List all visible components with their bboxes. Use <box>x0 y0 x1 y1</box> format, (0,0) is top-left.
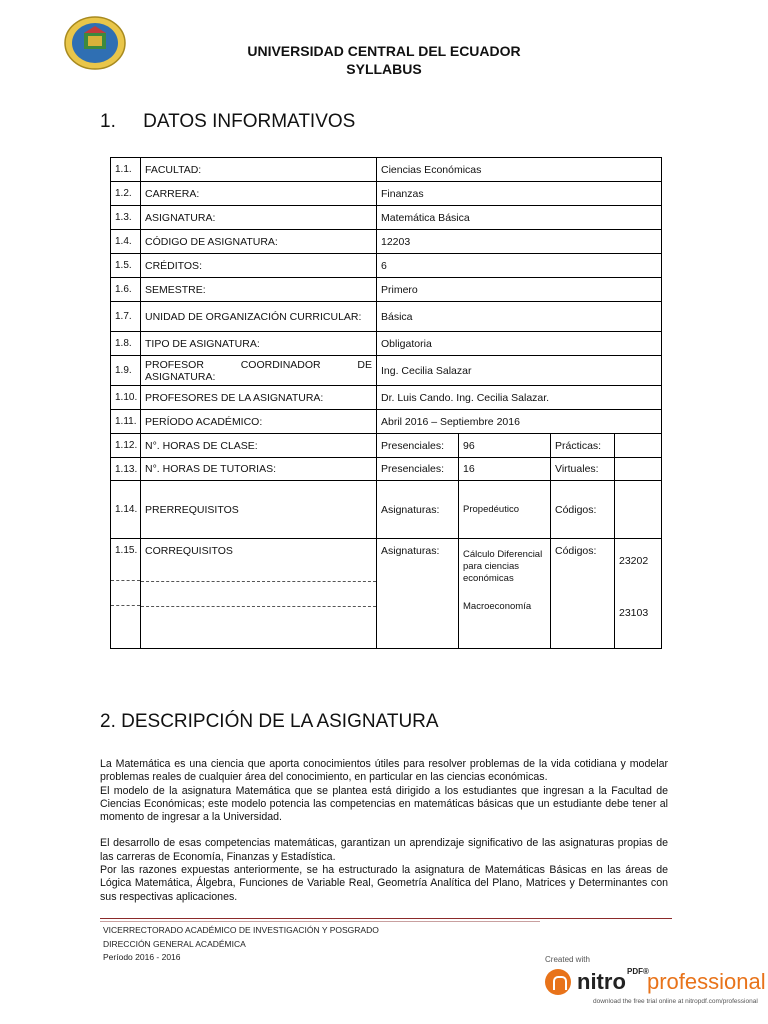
row-value: Dr. Luis Cando. Ing. Cecilia Salazar. <box>377 386 662 410</box>
document-type: SYLLABUS <box>346 61 422 77</box>
row-number: 1.5. <box>111 254 141 278</box>
hours-value <box>615 434 662 458</box>
hours-key: Virtuales: <box>551 458 615 481</box>
table-row <box>111 254 662 278</box>
prereq-subjects-key: Asignaturas: <box>377 481 459 539</box>
row-value: Ciencias Económicas <box>377 158 662 182</box>
nitro-logo-icon <box>545 969 571 995</box>
university-name: UNIVERSIDAD CENTRAL DEL ECUADOR <box>247 43 521 59</box>
footer-rule-secondary <box>100 921 540 922</box>
hours-key: Prácticas: <box>551 434 615 458</box>
table-row-prerequisites <box>111 481 662 539</box>
row-label: CARRERA: <box>141 182 377 206</box>
table-row <box>111 278 662 302</box>
table-row <box>111 410 662 434</box>
footer-rule <box>100 918 672 919</box>
watermark-created-with: Created with <box>545 955 590 964</box>
row-value: Abril 2016 – Septiembre 2016 <box>377 410 662 434</box>
row-label: CORREQUISITOS <box>145 545 233 557</box>
coreq-subjects-key: Asignaturas: <box>377 539 459 649</box>
row-value: 12203 <box>377 230 662 254</box>
divider <box>141 581 376 582</box>
row-number: 1.12. <box>111 434 141 458</box>
prereq-subject: Propedéutico <box>459 481 551 539</box>
row-number: 1.9. <box>111 356 141 386</box>
hours-value <box>615 458 662 481</box>
coreq-codes-key: Códigos: <box>551 539 615 649</box>
section-1-number: 1. <box>100 111 116 132</box>
row-label: PROFESOR COORDINADOR DE ASIGNATURA: <box>141 356 377 386</box>
row-number: 1.6. <box>111 278 141 302</box>
coreq-code: 23103 <box>619 607 649 619</box>
row-number: 1.8. <box>111 332 141 356</box>
table-row <box>111 206 662 230</box>
row-label: PRERREQUISITOS <box>141 481 377 539</box>
row-value: Obligatoria <box>377 332 662 356</box>
table-row <box>111 386 662 410</box>
coreq-subject: Cálculo Diferencial para ciencias económicas <box>463 549 543 584</box>
description-paragraph: Por las razones expuestas anteriormente, se ha estructurado la asignatura de Matemáticas Básicas en las áreas de Lógica Matemática, Álgebra, Funciones de Variable Real, Geometría Analítica del Plano, Matrices y Determinantes con sus respectivas aplicaciones. <box>100 864 668 903</box>
row-label: TIPO DE ASIGNATURA: <box>141 332 377 356</box>
row-number: 1.4. <box>111 230 141 254</box>
coreq-subject: Macroeconomía <box>463 601 532 612</box>
description-paragraph: El desarrollo de esas competencias matemáticas, garantizan un aprendizaje significativo de las asignaturas propias de las carreras de Economía, Finanzas y Estadística. <box>100 837 668 863</box>
section-1-text: DATOS INFORMATIVOS <box>143 111 356 132</box>
row-number: 1.14. <box>111 481 141 539</box>
watermark-pdf: PDF® <box>627 967 649 976</box>
row-label: SEMESTRE: <box>141 278 377 302</box>
divider <box>111 580 140 581</box>
row-value: Finanzas <box>377 182 662 206</box>
row-number: 1.1. <box>111 158 141 182</box>
row-label: CÓDIGO DE ASIGNATURA: <box>141 230 377 254</box>
row-value: Primero <box>377 278 662 302</box>
prereq-codes-key: Códigos: <box>551 481 615 539</box>
row-number: 1.11. <box>111 410 141 434</box>
row-number: 1.3. <box>111 206 141 230</box>
footer-direccion: DIRECCIÓN GENERAL ACADÉMICA <box>103 939 246 949</box>
watermark-trial-link: download the free trial online at nitropdf.com/professional <box>593 998 758 1005</box>
table-row <box>111 230 662 254</box>
row-value: 6 <box>377 254 662 278</box>
hours-value: 16 <box>459 458 551 481</box>
section-1-title <box>100 111 355 133</box>
prereq-code <box>615 481 662 539</box>
row-label: ASIGNATURA: <box>141 206 377 230</box>
footer-period: Período 2016 - 2016 <box>103 952 181 962</box>
section-2-title: 2. DESCRIPCIÓN DE LA ASIGNATURA <box>100 711 439 732</box>
row-number: 1.13. <box>111 458 141 481</box>
description-paragraph: La Matemática es una ciencia que aporta conocimientos útiles para resolver problemas de la vida cotidiana y modelar problemas reales de cualquier área del conocimiento, en particular en las ciencias económicas. <box>100 758 668 784</box>
table-row <box>111 458 662 481</box>
row-label: N°. HORAS DE CLASE: <box>141 434 377 458</box>
watermark-professional: professional <box>647 969 766 994</box>
informative-data-table <box>110 157 662 649</box>
hours-key: Presenciales: <box>377 458 459 481</box>
row-label: CRÉDITOS: <box>141 254 377 278</box>
divider <box>111 605 140 606</box>
footer-vicerrectorado: VICERRECTORADO ACADÉMICO DE INVESTIGACIÓN Y POSGRADO <box>103 925 379 935</box>
row-value: Ing. Cecilia Salazar <box>377 356 662 386</box>
table-row <box>111 182 662 206</box>
table-row <box>111 332 662 356</box>
watermark-nitro: nitro <box>577 969 626 994</box>
table-row <box>111 302 662 332</box>
row-number: 1.7. <box>111 302 141 332</box>
table-row-corequisites <box>111 539 662 649</box>
row-label: N°. HORAS DE TUTORIAS: <box>141 458 377 481</box>
row-label: PROFESORES DE LA ASIGNATURA: <box>141 386 377 410</box>
row-number: 1.10. <box>111 386 141 410</box>
table-row <box>111 158 662 182</box>
row-value: Básica <box>377 302 662 332</box>
row-number: 1.2. <box>111 182 141 206</box>
row-label: FACULTAD: <box>141 158 377 182</box>
divider <box>141 606 376 607</box>
table-row <box>111 434 662 458</box>
description-block <box>100 758 668 904</box>
table-row <box>111 356 662 386</box>
row-value: Matemática Básica <box>377 206 662 230</box>
row-label: PERÍODO ACADÉMICO: <box>141 410 377 434</box>
row-label: UNIDAD DE ORGANIZACIÓN CURRICULAR: <box>141 302 377 332</box>
row-number: 1.15. <box>115 545 138 556</box>
hours-key: Presenciales: <box>377 434 459 458</box>
hours-value: 96 <box>459 434 551 458</box>
description-paragraph: El modelo de la asignatura Matemática que se plantea está dirigido a los estudiantes que ingresan a la Facultad de Ciencias Económicas; este modelo potencia las competencias en matemáticas básicas que un estudiante debe tener al momento de ingresar a la Universidad. <box>100 784 668 824</box>
coreq-code: 23202 <box>619 555 649 567</box>
nitro-watermark <box>545 955 765 1010</box>
